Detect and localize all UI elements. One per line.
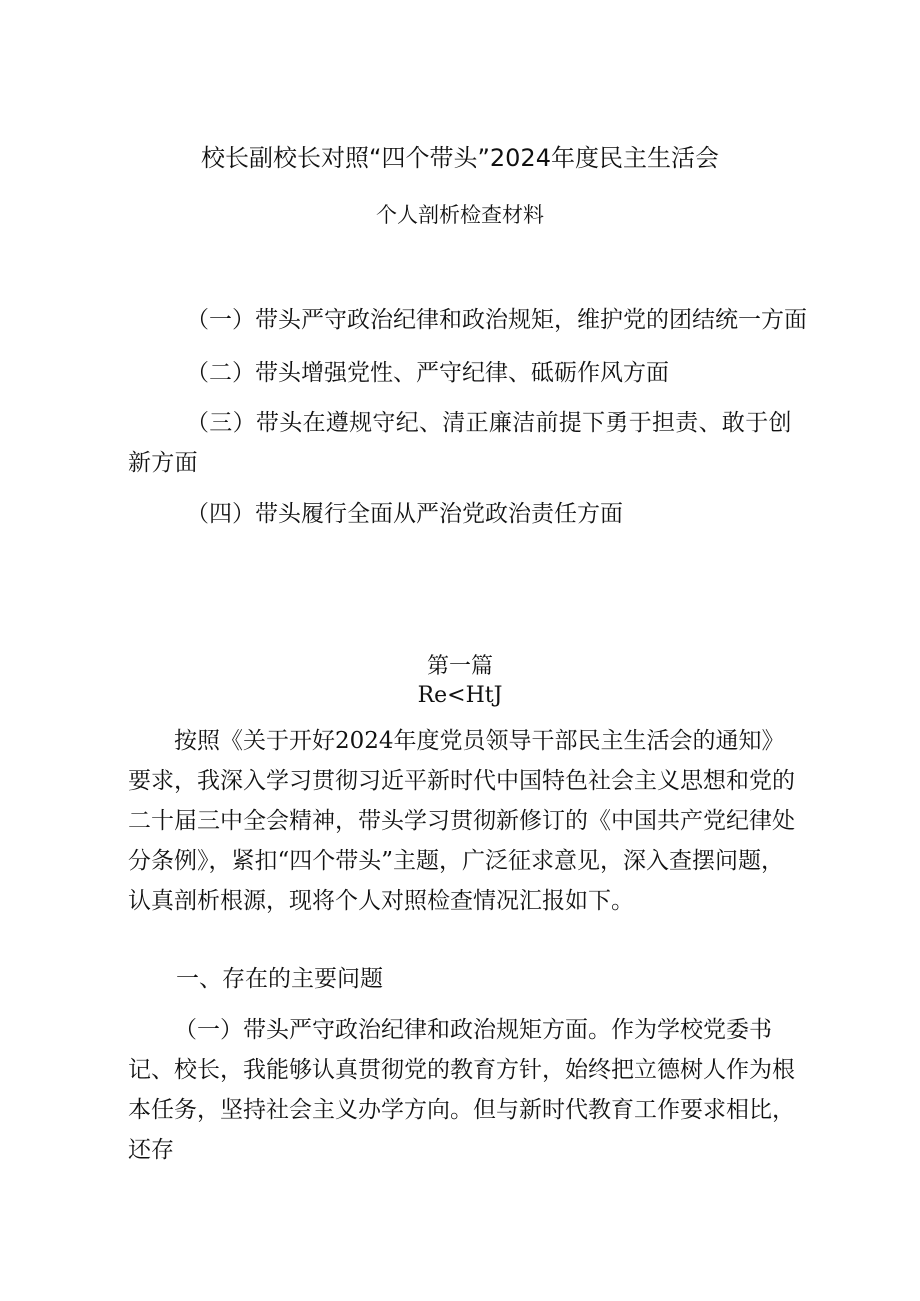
document-subtitle: 个人剖析检查材料 <box>376 203 544 227</box>
section-paragraph: （一）带头严守政治纪律和政治规矩方面。作为学校党委书记、校长，我能够认真贯彻党的教育方针，始终把立德树人作为根本任务，坚持社会主义办学方向。但与新时代教育工作要求相比，还存 <box>128 1017 795 1163</box>
section-heading: 一、存在的主要问题 <box>176 966 383 992</box>
document-title: 校长副校长对照“四个带头”2024年度民主生活会 <box>201 144 719 172</box>
intro-paragraph: 按照《关于开好2024年度党员领导干部民主生活会的通知》要求，我深入学习贯彻习近平新时代中国特色社会主义思想和党的二十届三中全会精神，带头学习贯彻新修订的《中国共产党纪律处分条例》，紧扣“四个带头”主题，广泛征求意见，深入查摆问题，认真剖析根源，现将个人对照检查情况汇报如下。 <box>128 728 795 914</box>
outline-item-3: （三）带头在遵规守纪、清正廉洁前提下勇于担责、敢于创新方面 <box>128 410 792 476</box>
outline-item-2: （二）带头增强党性、严守纪律、砥砺作风方面 <box>186 360 669 386</box>
garbled-line: Re<HtJ <box>417 683 503 708</box>
chapter-heading: 第一篇 <box>426 654 493 679</box>
outline-item-1: （一）带头严守政治纪律和政治规矩，维护党的团结统一方面 <box>186 307 807 333</box>
outline-item-4: （四）带头履行全面从严治党政治责任方面 <box>186 501 623 527</box>
